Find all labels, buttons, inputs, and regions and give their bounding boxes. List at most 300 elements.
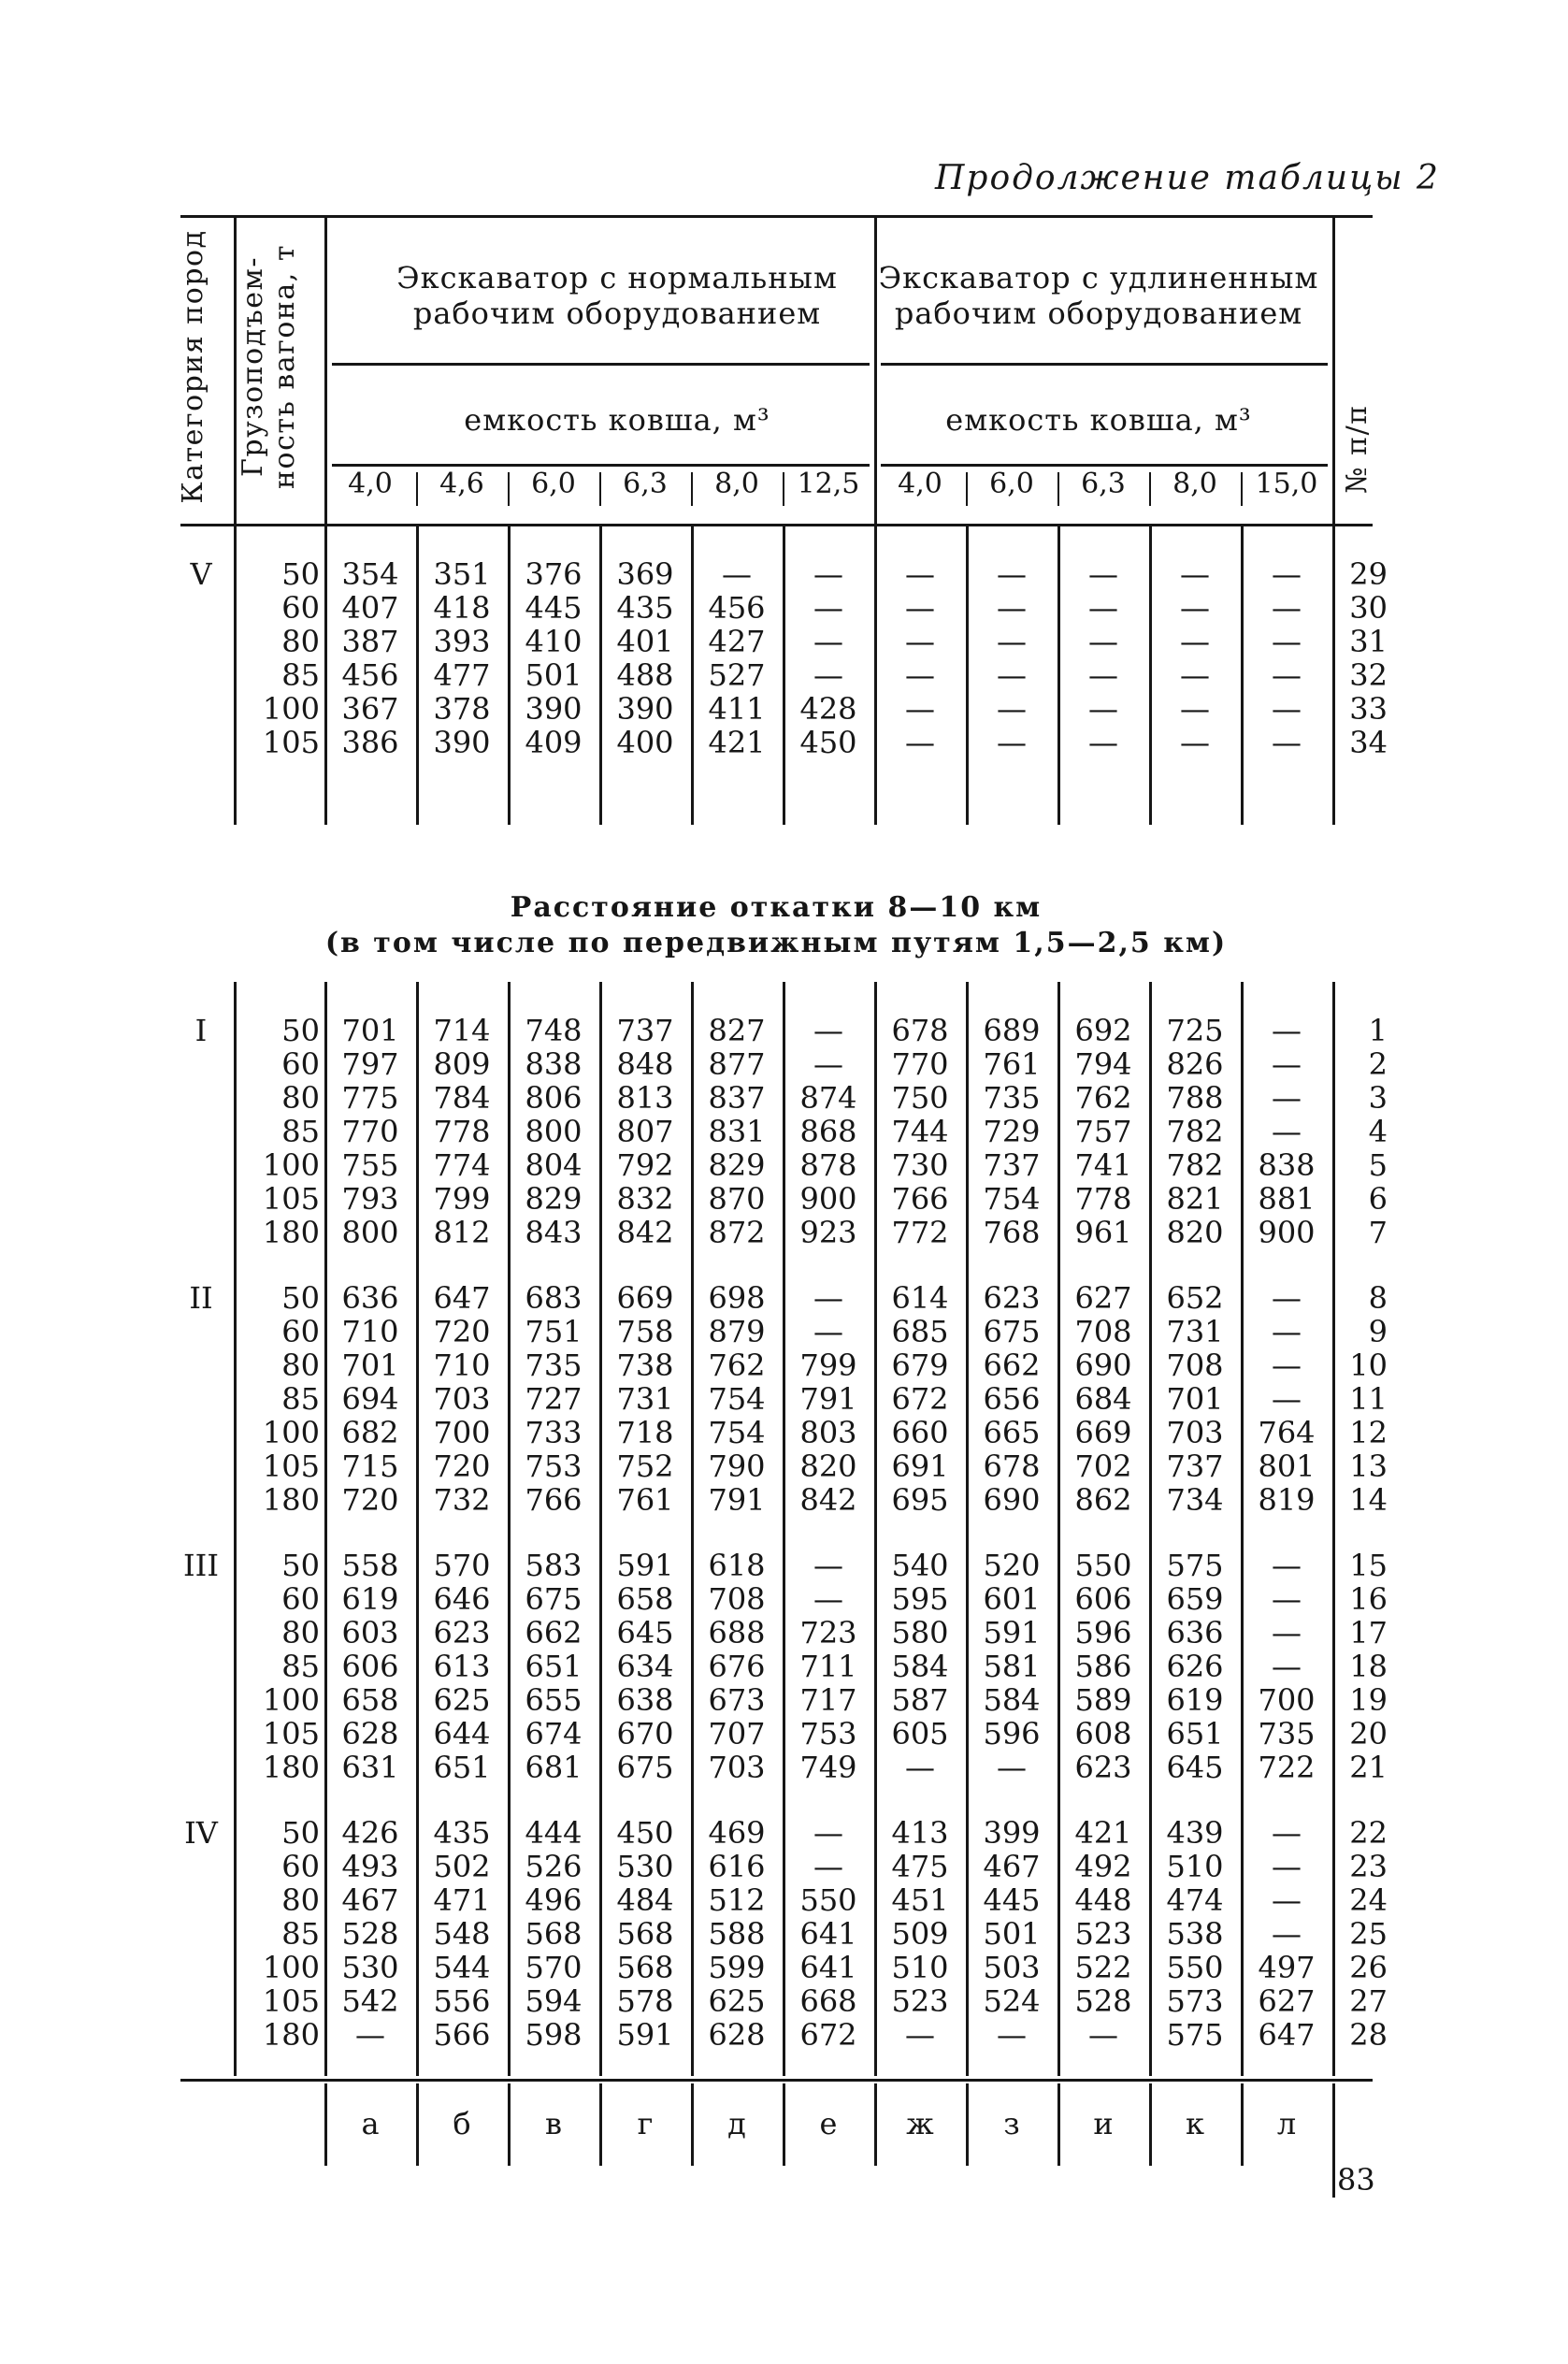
value-cell: 444: [525, 1815, 583, 1851]
value-cell: 819: [1258, 1482, 1316, 1518]
row-number-cell: 15: [1349, 1548, 1388, 1583]
value-cell: 772: [891, 1215, 949, 1250]
value-cell: 606: [341, 1649, 399, 1684]
value-cell: 471: [433, 1882, 491, 1918]
value-cell: 715: [341, 1449, 399, 1484]
value-cell: 762: [1074, 1080, 1132, 1116]
value-cell: 662: [525, 1615, 583, 1650]
value-cell: 737: [616, 1013, 674, 1048]
row-number-cell: 29: [1349, 556, 1388, 592]
value-cell: 877: [708, 1046, 766, 1082]
value-cell: 520: [983, 1548, 1041, 1583]
value-cell: 578: [616, 1983, 674, 2019]
value-cell: 652: [1166, 1280, 1224, 1316]
value-cell: —: [813, 590, 843, 626]
value-cell: 410: [525, 624, 583, 659]
value-cell: 591: [616, 2017, 674, 2053]
value-cell: 510: [1166, 1849, 1224, 1884]
row-number-cell: 16: [1349, 1581, 1388, 1617]
value-cell: —: [997, 590, 1027, 626]
value-cell: 720: [433, 1314, 491, 1349]
value-cell: 496: [525, 1882, 583, 1918]
value-cell: 351: [433, 556, 491, 592]
value-cell: 674: [525, 1716, 583, 1751]
value-cell: —: [905, 2017, 935, 2053]
value-cell: 758: [616, 1314, 674, 1349]
value-cell: 614: [891, 1280, 949, 1316]
value-cell: 714: [433, 1013, 491, 1048]
value-cell: 701: [341, 1348, 399, 1383]
page-number: 83: [1337, 2162, 1375, 2198]
value-cell: 510: [891, 1950, 949, 1985]
value-cell: —: [1272, 1314, 1302, 1349]
value-cell: 733: [525, 1415, 583, 1450]
value-cell: 698: [708, 1280, 766, 1316]
value-cell: 782: [1166, 1147, 1224, 1183]
value-cell: 651: [1166, 1716, 1224, 1751]
value-cell: 675: [525, 1581, 583, 1617]
value-cell: —: [905, 624, 935, 659]
value-cell: 678: [983, 1449, 1041, 1484]
value-cell: —: [1272, 1581, 1302, 1617]
value-cell: 900: [1258, 1215, 1316, 1250]
row-number-cell: 22: [1349, 1815, 1388, 1851]
value-cell: 628: [708, 2017, 766, 2053]
row-number-cell: 11: [1349, 1381, 1388, 1417]
value-cell: —: [1272, 1381, 1302, 1417]
section-title-line1: Расстояние откатки 8—10 км: [510, 891, 1043, 924]
value-cell: 418: [433, 590, 491, 626]
row-number-cell: 2: [1368, 1046, 1388, 1082]
value-cell: 688: [708, 1615, 766, 1650]
value-cell: 708: [1166, 1348, 1224, 1383]
value-cell: —: [1180, 624, 1210, 659]
value-cell: —: [1180, 725, 1210, 760]
value-cell: 679: [891, 1348, 949, 1383]
value-cell: 754: [708, 1381, 766, 1417]
value-cell: 477: [433, 657, 491, 693]
value-cell: —: [1272, 1114, 1302, 1149]
value-cell: 580: [891, 1615, 949, 1650]
capacity-cell: 105: [262, 1181, 320, 1217]
value-cell: 753: [525, 1449, 583, 1484]
value-cell: 761: [616, 1482, 674, 1518]
value-cell: —: [813, 1280, 843, 1316]
value-cell: 700: [1258, 1682, 1316, 1718]
value-cell: 690: [1074, 1348, 1132, 1383]
value-cell: 386: [341, 725, 399, 760]
value-cell: —: [1088, 624, 1118, 659]
row-number-cell: 18: [1349, 1649, 1388, 1684]
page-corner-vline: [1332, 2160, 1335, 2198]
value-cell: 738: [616, 1348, 674, 1383]
value-cell: 658: [341, 1682, 399, 1718]
value-cell: 613: [433, 1649, 491, 1684]
value-cell: 838: [1258, 1147, 1316, 1183]
value-cell: 761: [983, 1046, 1041, 1082]
value-cell: 413: [891, 1815, 949, 1851]
value-cell: —: [997, 691, 1027, 727]
row-number-cell: 13: [1349, 1449, 1388, 1484]
column-letter: д: [727, 2106, 746, 2141]
value-cell: 595: [891, 1581, 949, 1617]
value-cell: —: [1180, 556, 1210, 592]
value-cell: 488: [616, 657, 674, 693]
value-cell: 467: [983, 1849, 1041, 1884]
category-label: V: [190, 556, 212, 592]
value-cell: 594: [525, 1983, 583, 2019]
value-cell: —: [1272, 1882, 1302, 1918]
value-cell: 754: [983, 1181, 1041, 1217]
value-cell: 799: [799, 1348, 857, 1383]
value-cell: 456: [708, 590, 766, 626]
value-cell: —: [905, 657, 935, 693]
value-cell: 445: [983, 1882, 1041, 1918]
value-cell: 691: [891, 1449, 949, 1484]
value-cell: 720: [433, 1449, 491, 1484]
value-cell: 570: [525, 1950, 583, 1985]
value-cell: 695: [891, 1482, 949, 1518]
row-number-cell: 26: [1349, 1950, 1388, 1985]
value-cell: —: [813, 1548, 843, 1583]
value-cell: 829: [708, 1147, 766, 1183]
value-cell: 616: [708, 1849, 766, 1884]
value-cell: 589: [1074, 1682, 1132, 1718]
value-cell: 744: [891, 1114, 949, 1149]
value-cell: 603: [341, 1615, 399, 1650]
value-cell: —: [813, 657, 843, 693]
value-cell: 791: [708, 1482, 766, 1518]
category-label: I: [194, 1013, 208, 1048]
value-cell: —: [1272, 1348, 1302, 1383]
column-letter: а: [361, 2106, 380, 2141]
cap-value: 15,0: [1255, 468, 1318, 500]
row-number-cell: 32: [1349, 657, 1388, 693]
value-cell: —: [1272, 657, 1302, 693]
row-number-cell: 33: [1349, 691, 1388, 727]
row-number-cell: 17: [1349, 1615, 1388, 1650]
value-cell: 820: [1166, 1215, 1224, 1250]
value-cell: 748: [525, 1013, 583, 1048]
value-cell: —: [905, 556, 935, 592]
value-cell: 568: [525, 1916, 583, 1952]
value-cell: 722: [1258, 1750, 1316, 1785]
value-cell: 778: [1074, 1181, 1132, 1217]
value-cell: —: [813, 1849, 843, 1884]
value-cell: —: [1180, 657, 1210, 693]
cap-value: 6,0: [531, 468, 576, 500]
value-cell: 619: [341, 1581, 399, 1617]
value-cell: 631: [341, 1750, 399, 1785]
value-cell: —: [997, 624, 1027, 659]
value-cell: 528: [1074, 1983, 1132, 2019]
value-cell: 711: [799, 1649, 857, 1684]
value-cell: 354: [341, 556, 399, 592]
value-cell: 435: [616, 590, 674, 626]
value-cell: 596: [1074, 1615, 1132, 1650]
value-cell: 601: [983, 1581, 1041, 1617]
value-cell: 799: [433, 1181, 491, 1217]
capacity-cell: 85: [281, 1916, 320, 1952]
value-cell: 690: [983, 1482, 1041, 1518]
value-cell: 645: [1166, 1750, 1224, 1785]
value-cell: 387: [341, 624, 399, 659]
capacity-cell: 85: [281, 1114, 320, 1149]
value-cell: 421: [708, 725, 766, 760]
column-letter: л: [1276, 2106, 1297, 2141]
row-number-cell: 8: [1368, 1280, 1388, 1316]
value-cell: 530: [616, 1849, 674, 1884]
value-cell: 729: [983, 1114, 1041, 1149]
value-cell: 843: [525, 1215, 583, 1250]
column-letter: ж: [906, 2106, 934, 2141]
value-cell: 598: [525, 2017, 583, 2053]
value-cell: 556: [433, 1983, 491, 2019]
column-letter: г: [637, 2106, 654, 2141]
value-cell: 778: [433, 1114, 491, 1149]
cap-value: 6,3: [1081, 468, 1126, 500]
table-bottom-rule: [180, 2079, 1373, 2082]
row-number-cell: 31: [1349, 624, 1388, 659]
value-cell: 675: [616, 1750, 674, 1785]
value-cell: 723: [799, 1615, 857, 1650]
capacity-cell: 105: [262, 1449, 320, 1484]
value-cell: 641: [799, 1916, 857, 1952]
value-cell: 813: [616, 1080, 674, 1116]
value-cell: —: [1272, 556, 1302, 592]
section-title-line2: (в том числе по передвижным путям 1,5—2,5 км): [324, 927, 1228, 959]
value-cell: 782: [1166, 1114, 1224, 1149]
value-cell: 731: [616, 1381, 674, 1417]
value-cell: 768: [983, 1215, 1041, 1250]
value-cell: 467: [341, 1882, 399, 1918]
value-cell: 524: [983, 1983, 1041, 2019]
value-cell: —: [905, 725, 935, 760]
value-cell: 837: [708, 1080, 766, 1116]
value-cell: 665: [983, 1415, 1041, 1450]
value-cell: 644: [433, 1716, 491, 1751]
capacity-cell: 180: [262, 1750, 320, 1785]
value-cell: 573: [1166, 1983, 1224, 2019]
capacity-cell: 100: [262, 1950, 320, 1985]
value-cell: 512: [708, 1882, 766, 1918]
value-cell: 586: [1074, 1649, 1132, 1684]
value-cell: 451: [891, 1882, 949, 1918]
value-cell: —: [1272, 1849, 1302, 1884]
column-letter: и: [1093, 2106, 1114, 2141]
value-cell: 872: [708, 1215, 766, 1250]
value-cell: 542: [341, 1983, 399, 2019]
value-cell: 829: [525, 1181, 583, 1217]
value-cell: 842: [616, 1215, 674, 1250]
value-cell: 626: [1166, 1649, 1224, 1684]
value-cell: 878: [799, 1147, 857, 1183]
value-cell: 750: [891, 1080, 949, 1116]
value-cell: 668: [799, 1983, 857, 2019]
header-bottom-rule: [180, 524, 1373, 526]
value-cell: 450: [799, 725, 857, 760]
value-cell: 421: [1074, 1815, 1132, 1851]
value-cell: 701: [341, 1013, 399, 1048]
value-cell: 848: [616, 1046, 674, 1082]
capacity-cell: 100: [262, 691, 320, 727]
value-cell: 685: [891, 1314, 949, 1349]
capacity-cell: 50: [281, 1815, 320, 1851]
value-cell: 502: [433, 1849, 491, 1884]
value-cell: —: [1272, 1080, 1302, 1116]
value-cell: 401: [616, 624, 674, 659]
value-cell: 623: [433, 1615, 491, 1650]
value-cell: 641: [799, 1950, 857, 1985]
value-cell: 645: [616, 1615, 674, 1650]
value-cell: 961: [1074, 1215, 1132, 1250]
value-cell: 623: [983, 1280, 1041, 1316]
value-cell: 655: [525, 1682, 583, 1718]
value-cell: 558: [341, 1548, 399, 1583]
value-cell: 522: [1074, 1950, 1132, 1985]
category-label: III: [183, 1548, 219, 1583]
value-cell: 870: [708, 1181, 766, 1217]
value-cell: 409: [525, 725, 583, 760]
row-number-cell: 3: [1368, 1080, 1388, 1116]
cap-divider-extended: [881, 464, 1328, 467]
value-cell: 731: [1166, 1314, 1224, 1349]
value-cell: 766: [891, 1181, 949, 1217]
value-cell: 634: [616, 1649, 674, 1684]
value-cell: —: [813, 1581, 843, 1617]
value-cell: 727: [525, 1381, 583, 1417]
row-number-cell: 24: [1349, 1882, 1388, 1918]
value-cell: 701: [1166, 1381, 1224, 1417]
value-cell: 439: [1166, 1815, 1224, 1851]
value-cell: 618: [708, 1548, 766, 1583]
value-cell: 862: [1074, 1482, 1132, 1518]
value-cell: 838: [525, 1046, 583, 1082]
value-cell: 831: [708, 1114, 766, 1149]
capacity-cell: 80: [281, 1080, 320, 1116]
value-cell: 596: [983, 1716, 1041, 1751]
value-cell: 623: [1074, 1750, 1132, 1785]
header-capacity: [237, 217, 301, 516]
value-cell: 400: [616, 725, 674, 760]
value-cell: 821: [1166, 1181, 1224, 1217]
capacity-cell: 100: [262, 1147, 320, 1183]
value-cell: 411: [708, 691, 766, 727]
value-cell: 606: [1074, 1581, 1132, 1617]
category-label: IV: [184, 1815, 218, 1851]
value-cell: 566: [433, 2017, 491, 2053]
value-cell: 790: [708, 1449, 766, 1484]
capacity-cell: 85: [281, 1649, 320, 1684]
value-cell: 725: [1166, 1013, 1224, 1048]
value-cell: 608: [1074, 1716, 1132, 1751]
value-cell: 550: [1074, 1548, 1132, 1583]
value-cell: 584: [983, 1682, 1041, 1718]
value-cell: 737: [983, 1147, 1041, 1183]
value-cell: —: [997, 657, 1027, 693]
row-number-cell: 10: [1349, 1348, 1388, 1383]
value-cell: 774: [433, 1147, 491, 1183]
value-cell: 647: [1258, 2017, 1316, 2053]
value-cell: 523: [1074, 1916, 1132, 1952]
row-number-cell: 9: [1368, 1314, 1388, 1349]
value-cell: 735: [983, 1080, 1041, 1116]
value-cell: —: [813, 1314, 843, 1349]
value-cell: 784: [433, 1080, 491, 1116]
value-cell: —: [813, 1815, 843, 1851]
header-capacity-text: Грузоподъем-ность вагона, т: [237, 244, 301, 489]
value-cell: 651: [525, 1649, 583, 1684]
value-cell: 469: [708, 1815, 766, 1851]
value-cell: 591: [616, 1548, 674, 1583]
value-cell: 627: [1258, 1983, 1316, 2019]
header-bucket-normal: емкость ковша, м³: [464, 402, 770, 438]
capacity-cell: 85: [281, 657, 320, 693]
value-cell: 766: [525, 1482, 583, 1518]
header-group-extended: Экскаватор с удлиненным рабочим оборудованием: [878, 260, 1319, 331]
capacity-cell: 105: [262, 725, 320, 760]
value-cell: 450: [616, 1815, 674, 1851]
value-cell: 428: [799, 691, 857, 727]
value-cell: 426: [341, 1815, 399, 1851]
capacity-cell: 85: [281, 1381, 320, 1417]
row-number-cell: 12: [1349, 1415, 1388, 1450]
value-cell: 710: [341, 1314, 399, 1349]
header-vline-3: [1332, 217, 1335, 526]
value-cell: 741: [1074, 1147, 1132, 1183]
capacity-cell: 180: [262, 1215, 320, 1250]
value-cell: 550: [799, 1882, 857, 1918]
value-cell: 770: [341, 1114, 399, 1149]
value-cell: —: [1180, 691, 1210, 727]
value-cell: 703: [708, 1750, 766, 1785]
value-cell: 636: [341, 1280, 399, 1316]
value-cell: 684: [1074, 1381, 1132, 1417]
value-cell: 501: [983, 1916, 1041, 1952]
value-cell: 762: [708, 1348, 766, 1383]
value-cell: 791: [799, 1381, 857, 1417]
value-cell: 842: [799, 1482, 857, 1518]
column-letter: к: [1186, 2106, 1204, 2141]
value-cell: —: [813, 624, 843, 659]
value-cell: 393: [433, 624, 491, 659]
value-cell: 751: [525, 1314, 583, 1349]
value-cell: 923: [799, 1215, 857, 1250]
value-cell: 708: [708, 1581, 766, 1617]
value-cell: 647: [433, 1280, 491, 1316]
value-cell: 636: [1166, 1615, 1224, 1650]
value-cell: 369: [616, 556, 674, 592]
value-cell: 669: [1074, 1415, 1132, 1450]
value-cell: —: [905, 691, 935, 727]
value-cell: 669: [616, 1280, 674, 1316]
value-cell: 797: [341, 1046, 399, 1082]
value-cell: 672: [891, 1381, 949, 1417]
value-cell: 651: [433, 1750, 491, 1785]
cap-value: 4,0: [898, 468, 942, 500]
value-cell: 692: [1074, 1013, 1132, 1048]
column-letter: е: [819, 2106, 838, 2141]
value-cell: 720: [341, 1482, 399, 1518]
value-cell: 675: [983, 1314, 1041, 1349]
capacity-cell: 180: [262, 2017, 320, 2053]
value-cell: 445: [525, 590, 583, 626]
value-cell: —: [997, 725, 1027, 760]
capacity-cell: 60: [281, 1581, 320, 1617]
value-cell: —: [722, 556, 752, 592]
row-number-cell: 27: [1349, 1983, 1388, 2019]
value-cell: 793: [341, 1181, 399, 1217]
